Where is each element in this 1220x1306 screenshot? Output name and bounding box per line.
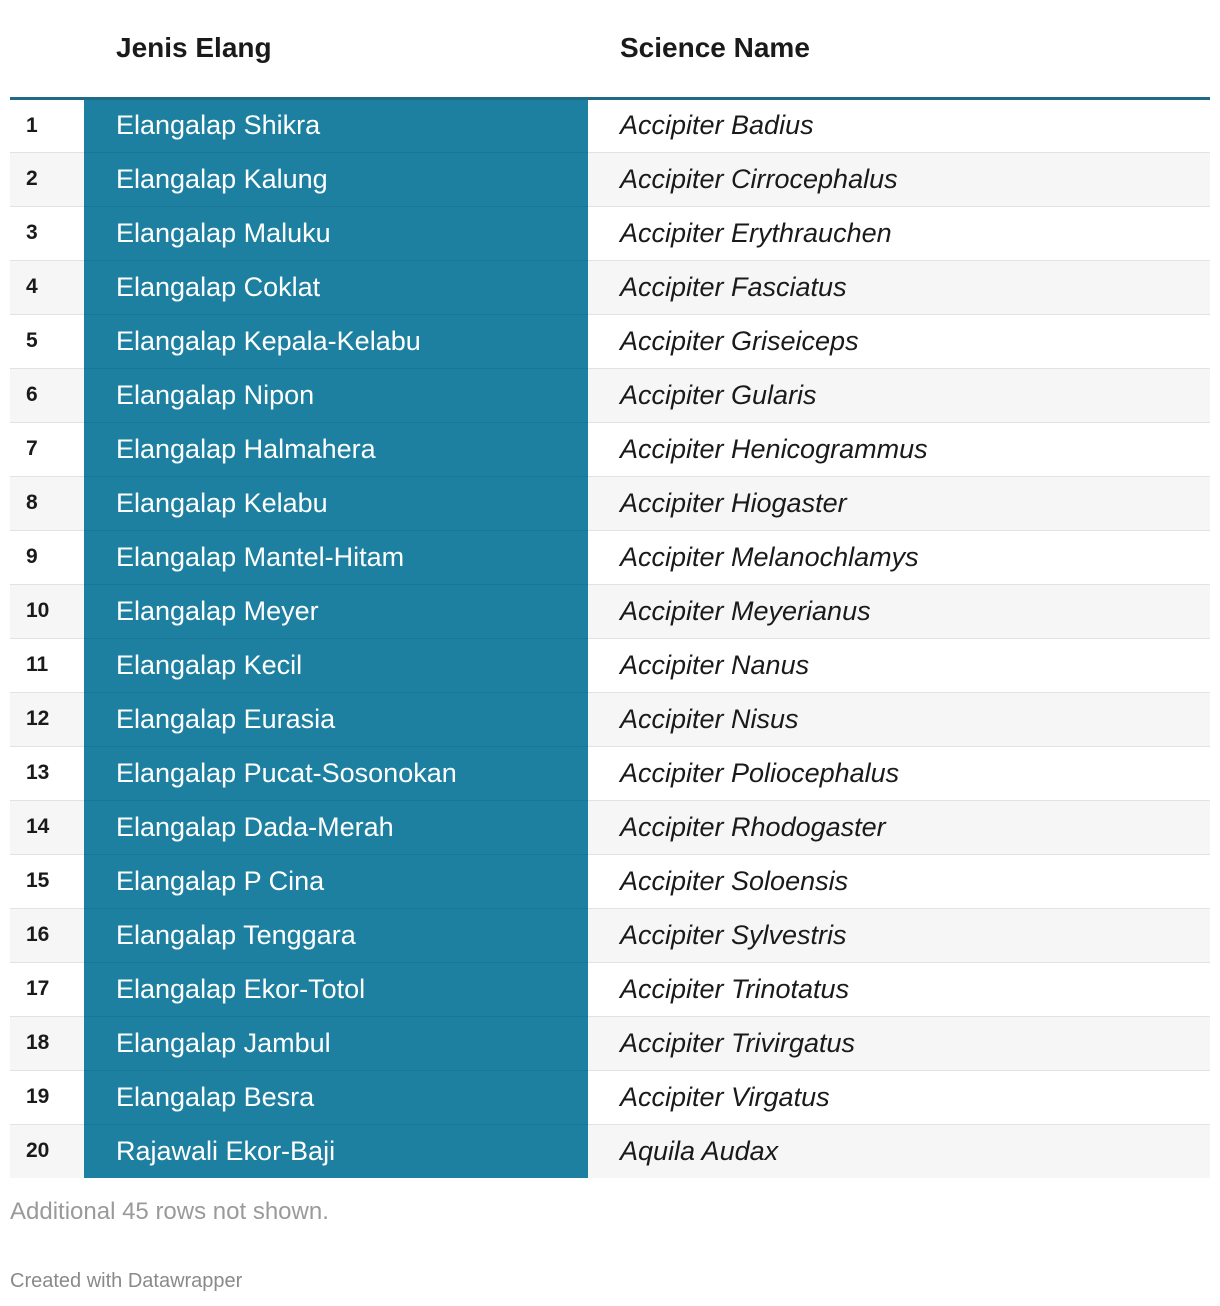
row-index-cell: 20 [10, 1124, 84, 1178]
jenis-elang-cell: Elangalap Maluku [84, 206, 588, 260]
row-index-cell: 7 [10, 422, 84, 476]
row-index-cell: 9 [10, 530, 84, 584]
row-index-cell: 8 [10, 476, 84, 530]
science-name-cell: Accipiter Rhodogaster [588, 800, 1210, 854]
rows-not-shown-note: Additional 45 rows not shown. [10, 1198, 329, 1225]
table-row [10, 206, 1210, 260]
table-row [10, 1124, 1210, 1178]
table-row [10, 584, 1210, 638]
row-index-cell: 1 [10, 98, 84, 152]
row-index-cell: 15 [10, 854, 84, 908]
header-row [10, 0, 1210, 98]
jenis-elang-cell: Elangalap Eurasia [84, 692, 588, 746]
table-row [10, 800, 1210, 854]
science-name-cell: Accipiter Gularis [588, 368, 1210, 422]
row-index-cell: 5 [10, 314, 84, 368]
science-name-cell: Accipiter Griseiceps [588, 314, 1210, 368]
jenis-elang-cell: Elangalap Tenggara [84, 908, 588, 962]
jenis-elang-cell: Elangalap Jambul [84, 1016, 588, 1070]
jenis-elang-cell: Elangalap Shikra [84, 98, 588, 152]
table-row [10, 854, 1210, 908]
row-index-cell: 2 [10, 152, 84, 206]
jenis-elang-cell: Elangalap Kelabu [84, 476, 588, 530]
table-row [10, 638, 1210, 692]
science-name-cell: Accipiter Soloensis [588, 854, 1210, 908]
science-name-cell: Accipiter Sylvestris [588, 908, 1210, 962]
science-name-cell: Accipiter Fasciatus [588, 260, 1210, 314]
jenis-elang-cell: Elangalap Kalung [84, 152, 588, 206]
jenis-elang-cell: Rajawali Ekor-Baji [84, 1124, 588, 1178]
table-body [10, 98, 1210, 1178]
eagle-species-table [10, 0, 1210, 1178]
science-name-cell: Accipiter Hiogaster [588, 476, 1210, 530]
jenis-elang-cell: Elangalap Nipon [84, 368, 588, 422]
jenis-elang-cell: Elangalap Meyer [84, 584, 588, 638]
datawrapper-credit: Created with Datawrapper [10, 1270, 243, 1292]
row-index-cell: 12 [10, 692, 84, 746]
jenis-elang-cell: Elangalap Besra [84, 1070, 588, 1124]
row-index-cell: 11 [10, 638, 84, 692]
table-row [10, 152, 1210, 206]
row-index-cell: 3 [10, 206, 84, 260]
jenis-elang-cell: Elangalap Mantel-Hitam [84, 530, 588, 584]
science-name-cell: Accipiter Cirrocephalus [588, 152, 1210, 206]
row-index-cell: 6 [10, 368, 84, 422]
row-index-cell: 18 [10, 1016, 84, 1070]
column-header-jenis-elang[interactable]: Jenis Elang [84, 0, 588, 98]
jenis-elang-cell: Elangalap P Cina [84, 854, 588, 908]
table-row [10, 260, 1210, 314]
table-row [10, 908, 1210, 962]
column-header-science-name[interactable]: Science Name [588, 0, 1210, 98]
row-index-cell: 13 [10, 746, 84, 800]
table-row [10, 1070, 1210, 1124]
row-index-cell: 4 [10, 260, 84, 314]
jenis-elang-cell: Elangalap Coklat [84, 260, 588, 314]
table-row [10, 746, 1210, 800]
row-index-cell: 19 [10, 1070, 84, 1124]
science-name-cell: Accipiter Poliocephalus [588, 746, 1210, 800]
table-row [10, 98, 1210, 152]
science-name-cell: Accipiter Nanus [588, 638, 1210, 692]
table-row [10, 368, 1210, 422]
jenis-elang-cell: Elangalap Ekor-Totol [84, 962, 588, 1016]
science-name-cell: Accipiter Trinotatus [588, 962, 1210, 1016]
science-name-cell: Accipiter Henicogrammus [588, 422, 1210, 476]
table-row [10, 476, 1210, 530]
science-name-cell: Accipiter Virgatus [588, 1070, 1210, 1124]
science-name-cell: Accipiter Nisus [588, 692, 1210, 746]
row-index-cell: 14 [10, 800, 84, 854]
jenis-elang-cell: Elangalap Kecil [84, 638, 588, 692]
table-row [10, 314, 1210, 368]
table-header [10, 0, 1210, 98]
row-index-cell: 16 [10, 908, 84, 962]
row-index-cell: 10 [10, 584, 84, 638]
jenis-elang-cell: Elangalap Pucat-Sosonokan [84, 746, 588, 800]
jenis-elang-cell: Elangalap Kepala-Kelabu [84, 314, 588, 368]
science-name-cell: Aquila Audax [588, 1124, 1210, 1178]
table-row [10, 422, 1210, 476]
table-row [10, 530, 1210, 584]
science-name-cell: Accipiter Meyerianus [588, 584, 1210, 638]
column-header-index [10, 0, 84, 98]
row-index-cell: 17 [10, 962, 84, 1016]
science-name-cell: Accipiter Badius [588, 98, 1210, 152]
science-name-cell: Accipiter Melanochlamys [588, 530, 1210, 584]
jenis-elang-cell: Elangalap Halmahera [84, 422, 588, 476]
science-name-cell: Accipiter Trivirgatus [588, 1016, 1210, 1070]
table-row [10, 1016, 1210, 1070]
jenis-elang-cell: Elangalap Dada-Merah [84, 800, 588, 854]
science-name-cell: Accipiter Erythrauchen [588, 206, 1210, 260]
table-row [10, 962, 1210, 1016]
table-row [10, 692, 1210, 746]
